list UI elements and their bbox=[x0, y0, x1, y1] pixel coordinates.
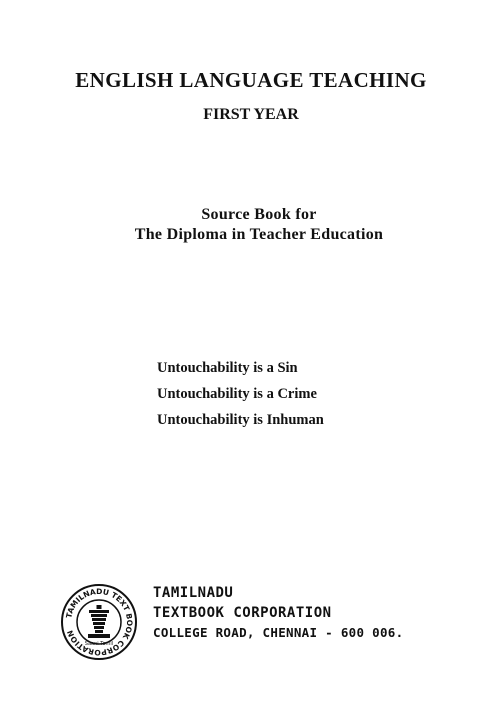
slogan-crime: Untouchability is a Crime bbox=[157, 386, 317, 402]
publisher-block bbox=[153, 583, 403, 642]
publisher-address: COLLEGE ROAD, CHENNAI - 600 006. bbox=[153, 625, 404, 640]
svg-text:Saani Tamil: Saani Tamil bbox=[84, 641, 114, 647]
slogan-inhuman: Untouchability is Inhuman bbox=[157, 412, 324, 428]
source-book-line: Source Book for bbox=[201, 206, 317, 223]
slogan-block bbox=[157, 355, 324, 433]
publisher-name-line1: TAMILNADU bbox=[153, 585, 234, 601]
book-subtitle: FIRST YEAR bbox=[203, 106, 299, 123]
corporation-logo bbox=[60, 583, 138, 661]
slogan-sin: Untouchability is a Sin bbox=[157, 360, 298, 376]
corporation-seal-icon bbox=[60, 583, 138, 661]
diploma-line: The Diploma in Teacher Education bbox=[134, 226, 384, 243]
book-title: ENGLISH LANGUAGE TEACHING bbox=[75, 68, 427, 92]
publisher-name-line2: TEXTBOOK CORPORATION bbox=[153, 605, 332, 621]
svg-text:TAMILNADU TEXT BOOK CORPORATIO: TAMILNADU TEXT BOOK CORPORATION bbox=[64, 586, 135, 658]
